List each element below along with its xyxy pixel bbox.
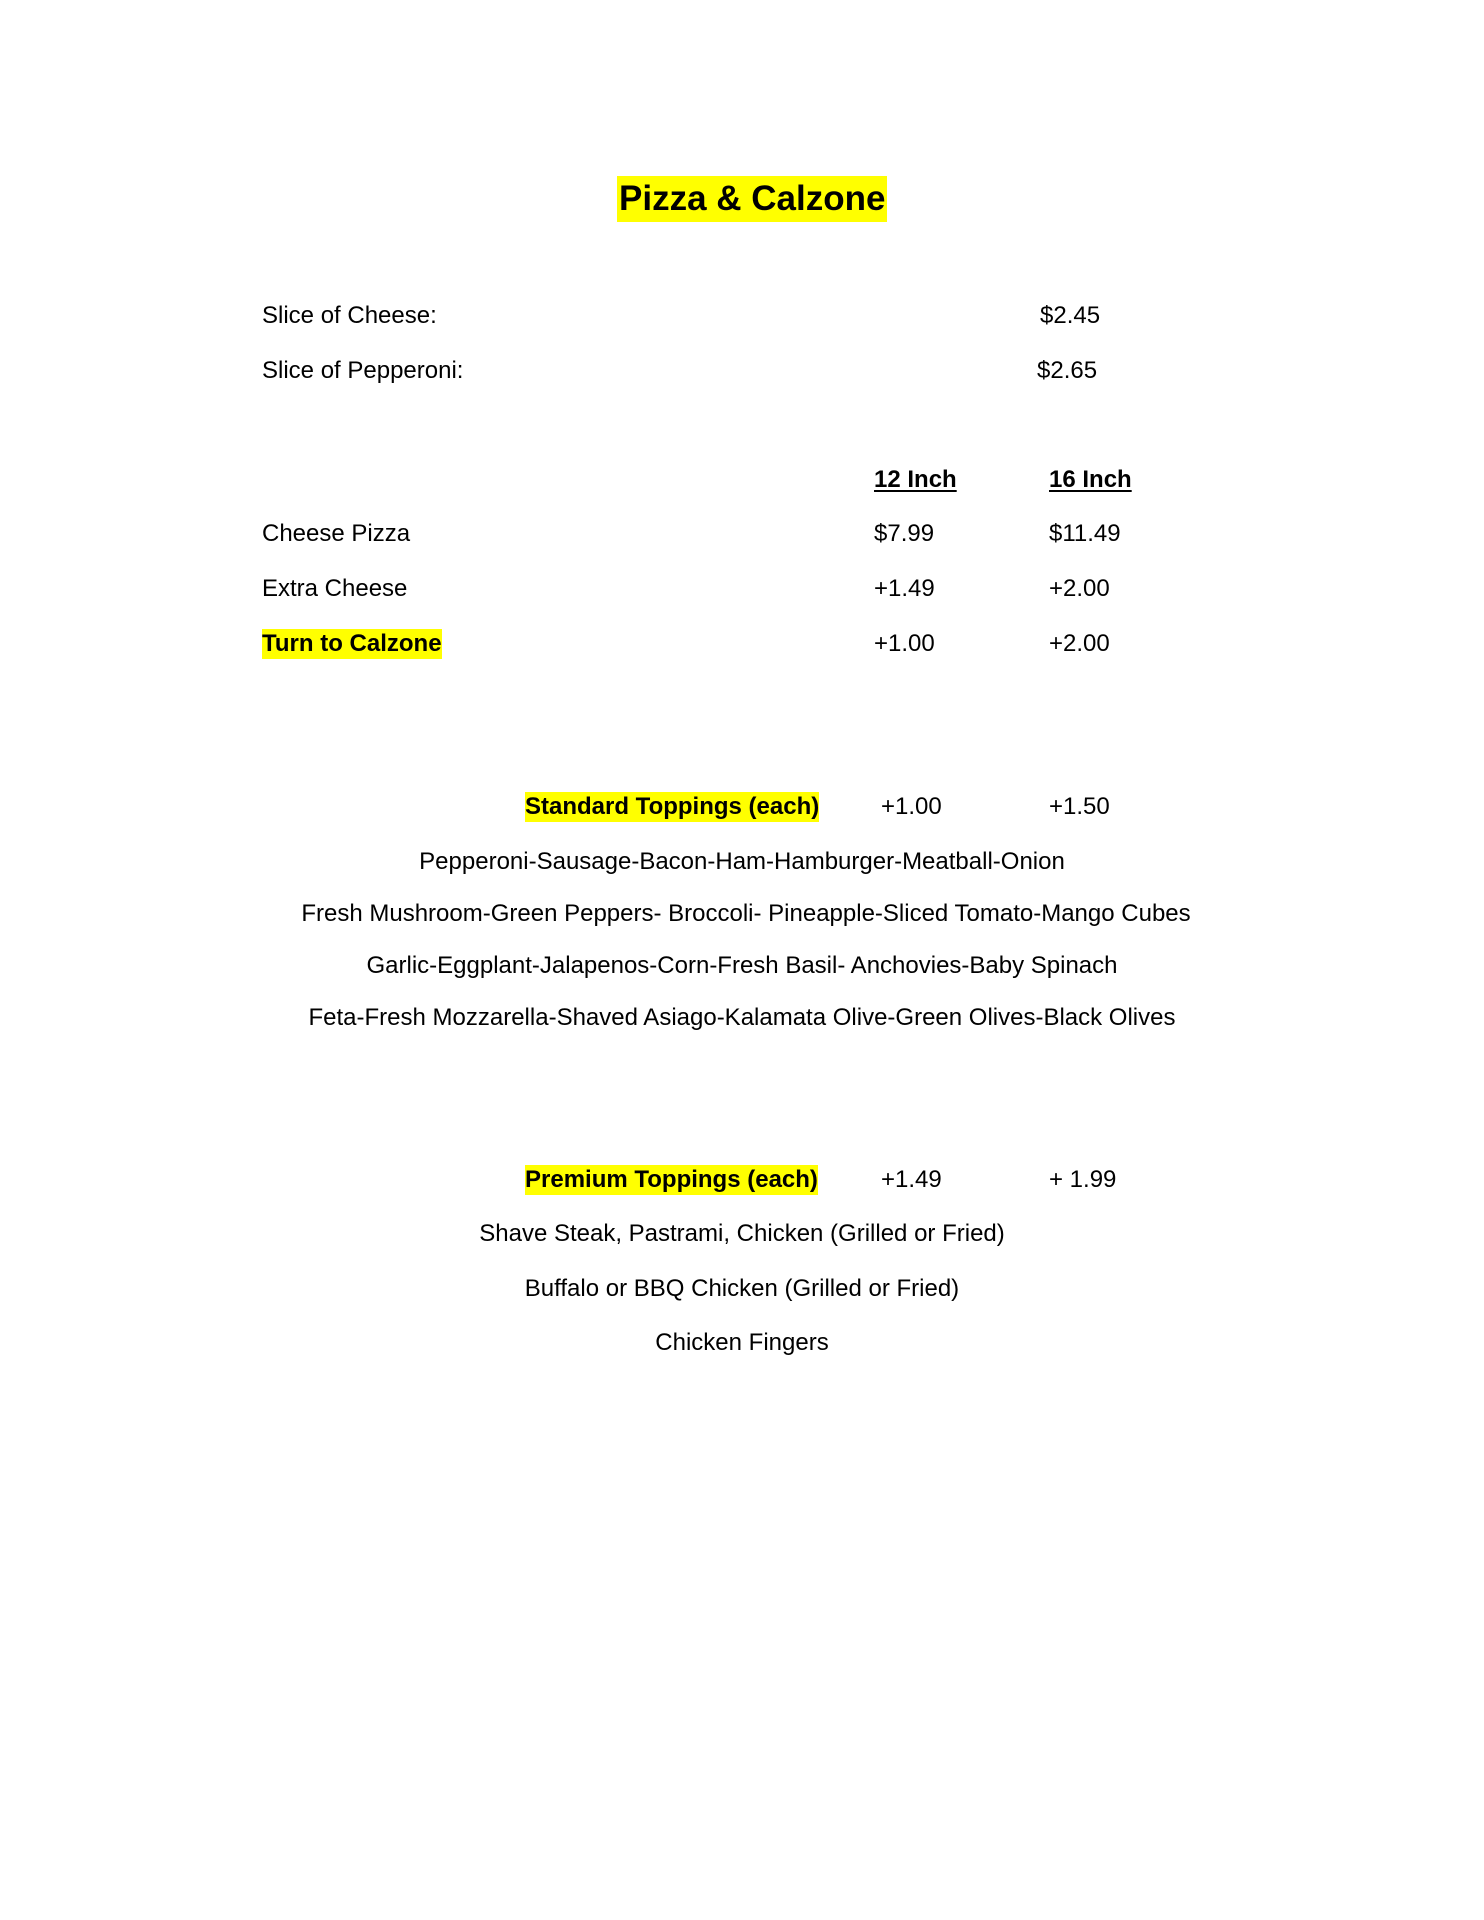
header-12-inch: 12 Inch	[874, 466, 957, 493]
premium-toppings-label: Premium Toppings (each)	[525, 1166, 818, 1193]
slice-cheese-price: $2.45	[1040, 302, 1101, 329]
row-calzone-label: Turn to Calzone	[262, 630, 442, 657]
premium-toppings-line-1: Shave Steak, Pastrami, Chicken (Grilled or Fried)	[479, 1220, 1005, 1247]
row-calzone-16: +2.00	[1049, 630, 1110, 657]
row-cheese-pizza-16: $11.49	[1049, 520, 1121, 547]
row-extra-cheese-label: Extra Cheese	[262, 575, 408, 602]
standard-toppings-label: Standard Toppings (each)	[525, 793, 820, 820]
standard-toppings-line-2: Fresh Mushroom-Green Peppers- Broccoli- Pineapple-Sliced Tomato-Mango Cubes	[301, 900, 1191, 927]
row-extra-cheese-16: +2.00	[1049, 575, 1110, 602]
standard-toppings-line-4: Feta-Fresh Mozzarella-Shaved Asiago-Kalamata Olive-Green Olives-Black Olives	[308, 1004, 1176, 1031]
row-extra-cheese-12: +1.49	[874, 575, 935, 602]
row-cheese-pizza-12: $7.99	[874, 520, 935, 547]
standard-toppings-12: +1.00	[881, 793, 942, 820]
slice-pepperoni-price: $2.65	[1037, 357, 1098, 384]
slice-pepperoni-label: Slice of Pepperoni:	[262, 357, 464, 384]
header-16-inch: 16 Inch	[1049, 466, 1132, 493]
page-title: Pizza & Calzone	[617, 176, 887, 222]
standard-toppings-line-1: Pepperoni-Sausage-Bacon-Ham-Hamburger-Meatball-Onion	[419, 848, 1065, 875]
slice-cheese-label: Slice of Cheese:	[262, 302, 437, 329]
standard-toppings-line-3: Garlic-Eggplant-Jalapenos-Corn-Fresh Basil- Anchovies-Baby Spinach	[366, 952, 1118, 979]
premium-toppings-16: + 1.99	[1049, 1166, 1117, 1193]
premium-toppings-line-3: Chicken Fingers	[655, 1329, 829, 1356]
row-cheese-pizza-label: Cheese Pizza	[262, 520, 411, 547]
premium-toppings-line-2: Buffalo or BBQ Chicken (Grilled or Fried)	[524, 1275, 960, 1302]
premium-toppings-12: +1.49	[881, 1166, 942, 1193]
row-calzone-12: +1.00	[874, 630, 935, 657]
standard-toppings-16: +1.50	[1049, 793, 1110, 820]
